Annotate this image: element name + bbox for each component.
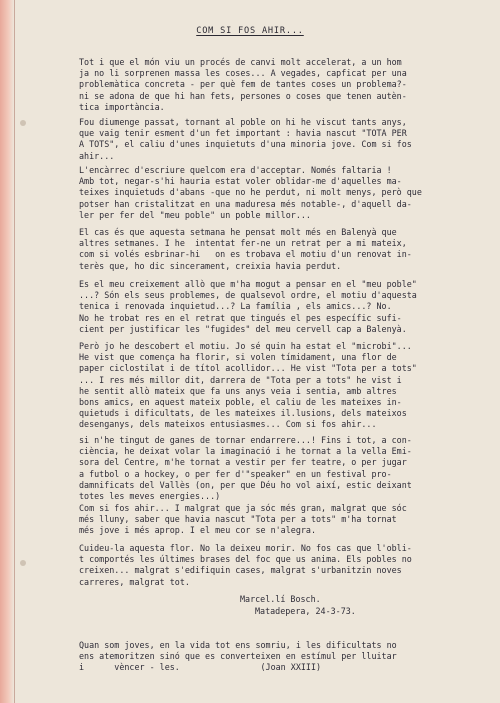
text-line: Com si fos ahir... I malgrat que ja sóc més gran, malgrat que sóc <box>79 503 407 513</box>
paragraph <box>79 227 479 272</box>
text-line: més jove i més aprop. I el meu cor se n'alegra. <box>79 525 316 536</box>
text-line: creixen... malgrat s'edifiquin cases, malgrat s'urbanitzin noves <box>79 565 402 576</box>
paragraph <box>79 543 479 588</box>
text-line: si n'he tingut de ganes de tornar endarrere...! Fins i tot, a con- <box>79 435 412 445</box>
text-line: tenica i renovada inquietud...? La família , els amics...? No. <box>79 301 392 312</box>
text-line: Però jo he descobert el motiu. Jo sé quin ha estat el "microbi"... <box>79 341 412 351</box>
text-line: desenganys, dels mateixos entusiasmes... Com si fos ahir... <box>79 419 377 430</box>
text-line: ...? Són els seus problemes, de qualsevol ordre, el motiu d'aquesta <box>79 290 417 301</box>
text-line: El cas és que aquesta setmana he pensat molt més en Balenyà que <box>79 227 397 237</box>
text-line: he sentit allò mateix que fa uns anys veia i sentia, amb altres <box>79 385 397 396</box>
binding-edge-line <box>14 0 15 703</box>
punch-hole <box>20 120 26 126</box>
text-line: A TOTS", el caliu d'unes inquietuts d'una minoria jove. Com si fos <box>79 139 412 150</box>
text-line: ni se adona de que hi han fets, persones o coses que tenen autèn- <box>79 90 407 101</box>
text-line: He vist que comença ha florir, si volen tímidament, una flor de <box>79 352 397 363</box>
text-line: Fou diumenge passat, tornant al poble on hi he viscut tants anys, <box>79 117 407 127</box>
text-line: bons amics, en aquest mateix poble, el caliu de les mateixes in- <box>79 396 402 407</box>
text-line: ler per fer del "meu poble" un poble millor... <box>79 209 311 220</box>
paragraph <box>79 165 479 221</box>
text-line: a futbol o a hockey, o per fer d'"speaker" en un festival pro- <box>79 468 392 479</box>
text-line: que vaig tenir esment d'un fet important : havia nascut "TOTA PER <box>79 128 407 139</box>
binding-edge <box>0 0 14 703</box>
text-line: com si volés esbrinar-hi on es trobava el motiu d'un renovat in- <box>79 249 412 260</box>
text-line: damnificats del Vallès (on, per que Déu ho vol així, estic deixant <box>79 479 412 490</box>
punch-hole <box>20 560 26 566</box>
text-line: tica importància. <box>79 101 165 112</box>
text-line: teixes inquietuds d'abans -que no he perdut, ni molt menys, però que <box>79 187 422 198</box>
author-name: Marcel.lí Bosch. <box>240 594 321 604</box>
text-line: carreres, malgrat tot. <box>79 576 190 587</box>
quote-line: i vèncer - les. (Joan XXIII) <box>79 662 322 673</box>
text-line: Cuideu-la aquesta flor. No la deixeu morir. No fos cas que l'obli- <box>79 543 412 553</box>
signature-block <box>240 593 470 617</box>
text-line: ahir... <box>79 150 115 161</box>
text-line: sora del Centre, m'he tornat a vestir per fer teatre, o per jugar <box>79 457 407 468</box>
text-line: terès que, ho dic sincerament, creixia havia perdut. <box>79 260 342 271</box>
closing-quote <box>79 640 479 674</box>
article-title: COM SI FOS AHIR... <box>196 26 304 36</box>
text-line: Amb tot, negar-s'hi hauria estat voler oblidar-me d'aquelles ma- <box>79 176 402 187</box>
text-line: problemàtica concreta - per què fem de tantes coses un problema?- <box>79 79 407 90</box>
paragraph <box>79 57 479 113</box>
text-line: Es el meu creixement allò que m'ha mogut a pensar en el "meu poble" <box>79 279 417 289</box>
text-line: ... I res més millor dit, darrera de "Tota per a tots" he vist i <box>79 374 402 385</box>
paragraph <box>79 503 479 537</box>
place-and-date: Matadepera, 24-3-73. <box>255 606 356 616</box>
text-line: altres setmanes. I he intentat fer-ne un retrat per a mi mateix, <box>79 238 407 249</box>
text-line: ciència, he deixat volar la imaginació i he tornat a la vella Emi- <box>79 446 412 457</box>
quote-line: Quan som joves, en la vida tot ens somriu, i les dificultats no <box>79 640 397 650</box>
text-line: ja no li sorprenen massa les coses... A vegades, capficat per una <box>79 68 407 79</box>
paragraph <box>79 279 479 335</box>
paragraph <box>79 435 479 502</box>
text-line: t comportés les últimes brases del foc que us anima. Els pobles no <box>79 554 412 565</box>
text-line: potser han cristalitzat en una maduresa més notable-, d'aquell da- <box>79 198 412 209</box>
text-line: L'encàrrec d'escriure quelcom era d'acceptar. Només faltaria ! <box>79 165 392 175</box>
text-line: No he trobat res en el retrat que tingués el pes específic sufi- <box>79 312 402 323</box>
text-line: totes les meves energies...) <box>79 490 221 501</box>
text-line: Tot i que el món viu un procés de canvi molt accelerat, a un hom <box>79 57 402 67</box>
text-line: més lluny, saber que havia nascut "Tota per a tots" m'ha tornat <box>79 514 397 525</box>
quote-line: ens atemoritzen sinó que es converteixen en estímul per lluitar <box>79 651 397 662</box>
text-line: cient per justificar les "fugides" del meu cervell cap a Balenyà. <box>79 323 407 334</box>
paragraph <box>79 117 479 162</box>
paragraph <box>79 341 479 431</box>
text-line: quietuds i dificultats, de les mateixes il.lusions, dels mateixos <box>79 408 407 419</box>
text-line: paper ciclostilat i de títol acollidor... He vist "Tota per a tots" <box>79 363 417 374</box>
